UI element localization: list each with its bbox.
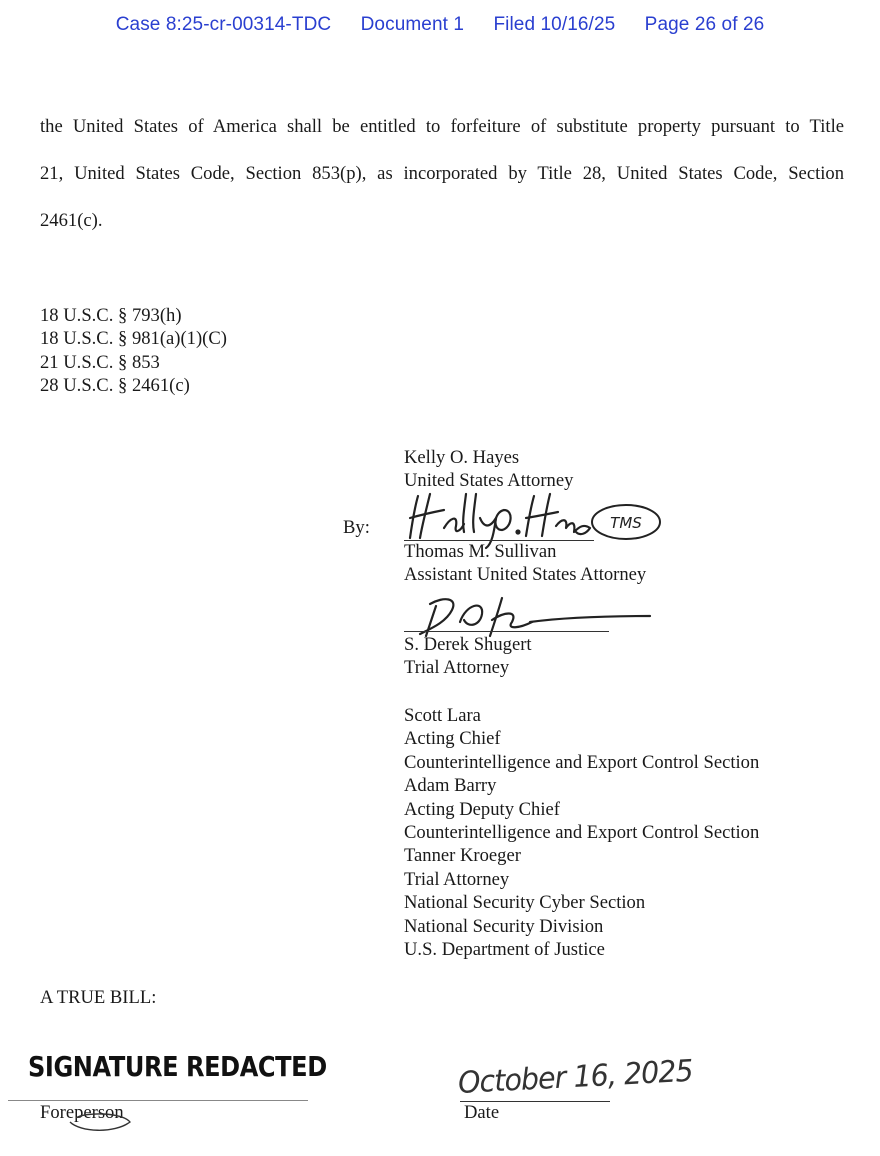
doj-line: Scott Lara xyxy=(404,705,481,726)
doj-line: Counterintelligence and Export Control Section xyxy=(404,751,760,773)
filed-date: Filed 10/16/25 xyxy=(493,14,616,35)
document-number: Document 1 xyxy=(360,14,465,35)
citation: 18 U.S.C. § 793(h) xyxy=(40,305,182,326)
doj-line: National Security Division xyxy=(404,915,604,937)
body-line-1: the United States of America shall be entitled to forfeiture of substitute property pursuant to Title xyxy=(40,116,844,137)
trial-attorney-title: Trial Attorney xyxy=(404,657,510,679)
document-header xyxy=(0,14,880,36)
doj-line: Adam Barry xyxy=(404,775,497,797)
ausa-block xyxy=(404,540,646,587)
ausa-title: Assistant United States Attorney xyxy=(404,564,647,586)
foreperson-flourish xyxy=(64,1108,136,1136)
signature-redacted-stamp: SIGNATURE REDACTED xyxy=(28,1050,327,1083)
signature-initials: TMS xyxy=(610,514,642,532)
trial-attorney-block xyxy=(404,633,532,680)
citation-list xyxy=(40,304,227,398)
trial-attorney-name: S. Derek Shugert xyxy=(404,634,532,655)
foreperson-label: Foreperson xyxy=(40,1102,124,1123)
body-line-2: 21, United States Code, Section 853(p), as incorporated by Title 28, United States Code, Section xyxy=(40,163,844,184)
doj-line: U.S. Department of Justice xyxy=(404,939,605,961)
us-attorney-name: Kelly O. Hayes xyxy=(404,447,520,468)
us-attorney-block xyxy=(404,446,573,493)
doj-line: National Security Cyber Section xyxy=(404,892,646,914)
us-attorney-title: United States Attorney xyxy=(404,470,574,492)
date-label: Date xyxy=(464,1102,500,1123)
signature-line xyxy=(8,1100,308,1101)
doj-line: Counterintelligence and Export Control Section xyxy=(404,822,760,844)
doj-line: Acting Deputy Chief xyxy=(404,798,560,820)
doj-line: Tanner Kroeger xyxy=(404,845,521,867)
page-number: Page 26 of 26 xyxy=(644,14,765,35)
ausa-name: Thomas M. Sullivan xyxy=(404,541,557,562)
doj-line: Acting Chief xyxy=(404,728,501,750)
by-label: By: xyxy=(343,517,370,538)
doj-line: Trial Attorney xyxy=(404,868,510,890)
doj-block xyxy=(404,704,759,961)
citation: 18 U.S.C. § 981(a)(1)(C) xyxy=(40,328,227,350)
case-number: Case 8:25-cr-00314-TDC xyxy=(115,14,332,35)
citation: 21 U.S.C. § 853 xyxy=(40,351,160,373)
body-line-3: 2461(c). xyxy=(40,210,103,231)
true-bill-label: A TRUE BILL: xyxy=(40,987,157,1008)
signature-line xyxy=(404,631,609,632)
handwritten-date: October 16, 2025 xyxy=(457,1053,694,1101)
citation: 28 U.S.C. § 2461(c) xyxy=(40,375,190,397)
